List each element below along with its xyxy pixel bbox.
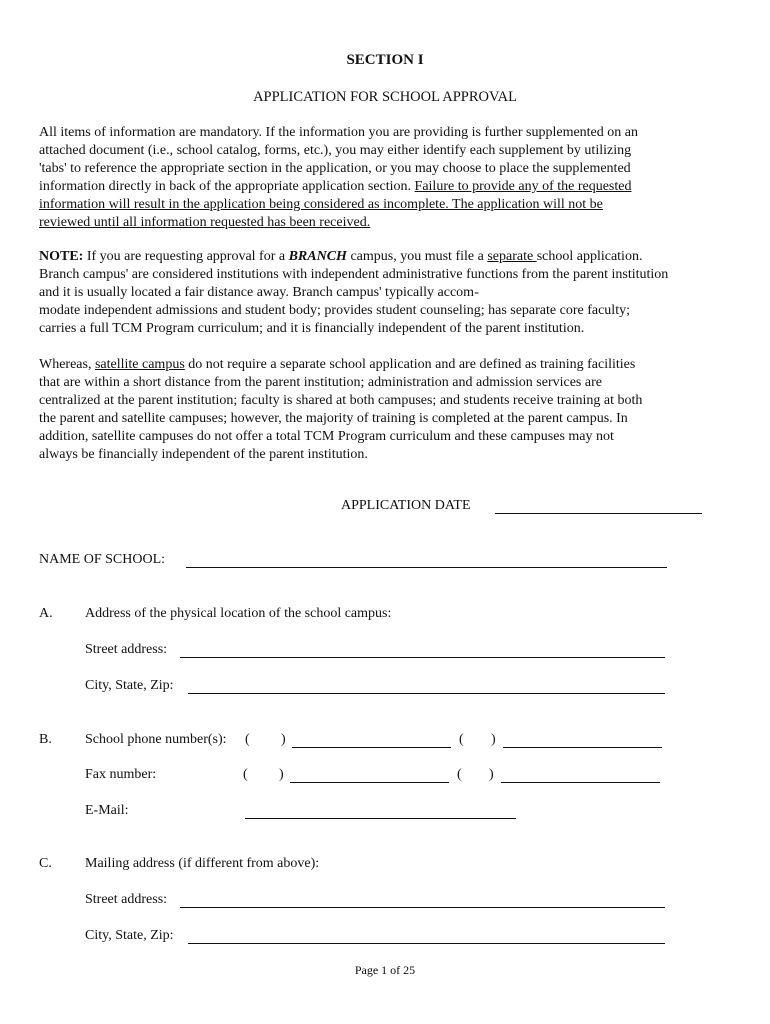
fax-2-area-open: ( xyxy=(457,767,462,782)
phone-1-area-code-field[interactable] xyxy=(252,730,278,750)
fax-2-number-field[interactable] xyxy=(501,765,660,785)
phone-2-number-field[interactable] xyxy=(503,730,662,750)
application-date-field[interactable] xyxy=(495,496,702,516)
satellite-campus-term: satellite campus xyxy=(94,357,185,372)
note-paragraph xyxy=(39,248,739,338)
city-state-zip-label: City, State, Zip: xyxy=(85,678,174,693)
phone-2-area-code-field[interactable] xyxy=(466,730,490,750)
application-title: APPLICATION FOR SCHOOL APPROVAL xyxy=(253,89,517,105)
note-line: Branch campus' are considered institutions with independent administrative functions from the parent institution xyxy=(39,267,669,282)
mailing-street-address-label: Street address: xyxy=(85,892,168,907)
section-c-heading: Mailing address (if different from above): xyxy=(85,856,320,871)
application-date-label: APPLICATION DATE xyxy=(341,498,471,513)
physical-city-state-zip-field[interactable] xyxy=(188,676,665,696)
note-text: campus, you must file a xyxy=(346,249,488,264)
mailing-city-state-zip-label: City, State, Zip: xyxy=(85,928,174,943)
phone-1-number-field[interactable] xyxy=(292,730,451,750)
note-text: If you are requesting approval for a xyxy=(83,249,289,264)
satellite-paragraph xyxy=(39,356,739,464)
mailing-street-address-field[interactable] xyxy=(180,890,665,910)
physical-street-address-field[interactable] xyxy=(180,640,665,660)
name-of-school-label: NAME OF SCHOOL: xyxy=(39,552,166,567)
mailing-city-state-zip-field[interactable] xyxy=(188,926,665,946)
incomplete-warning: information will result in the application being considered as incomplete. The application will not be xyxy=(39,197,603,212)
note-text: school application. xyxy=(536,249,643,264)
incomplete-warning: reviewed until all information requested has been received. xyxy=(39,215,371,230)
intro-line: All items of information are mandatory. If the information you are providing is further supplemented on an xyxy=(39,125,638,140)
note-label: NOTE: xyxy=(39,249,84,264)
fax-1-area-open: ( xyxy=(243,767,248,782)
satellite-line: the parent and satellite campuses; however, the majority of training is completed at the parent campus. In xyxy=(39,411,628,426)
satellite-line xyxy=(39,356,739,374)
section-c-letter: C. xyxy=(39,856,52,871)
fax-label: Fax number: xyxy=(85,767,157,782)
note-line: carries a full TCM Program curriculum; and it is financially independent of the parent institution. xyxy=(39,321,585,336)
fax-1-area-close: ) xyxy=(279,767,284,782)
phone-2-area-open: ( xyxy=(459,732,464,747)
fax-2-area-code-field[interactable] xyxy=(464,765,488,785)
fax-2-area-close: ) xyxy=(489,767,494,782)
phone-1-area-close: ) xyxy=(281,732,286,747)
street-address-label: Street address: xyxy=(85,642,168,657)
satellite-line: centralized at the parent institution; faculty is shared at both campuses; and students receive training at both xyxy=(39,393,643,408)
intro-paragraph xyxy=(39,124,739,232)
section-a-heading: Address of the physical location of the school campus: xyxy=(85,606,392,621)
note-line xyxy=(39,248,739,266)
email-field[interactable] xyxy=(245,801,516,821)
section-b-letter: B. xyxy=(39,732,52,747)
note-line: and it is usually located a fair distance away. Branch campus' typically accom- xyxy=(39,285,479,300)
intro-line: 'tabs' to reference the appropriate section in the application, or you may choose to place the supplemented xyxy=(39,161,631,176)
satellite-text: Whereas, xyxy=(39,357,95,372)
incomplete-warning: Failure to provide any of the requested xyxy=(414,179,632,194)
section-a-letter: A. xyxy=(39,606,53,621)
intro-text: information directly in back of the appropriate application section. xyxy=(39,179,415,194)
email-label: E-Mail: xyxy=(85,803,129,818)
satellite-text: do not require a separate school application and are defined as training facilities xyxy=(184,357,636,372)
intro-line: attached document (i.e., school catalog, forms, etc.), you may either identify each supplement by utilizing xyxy=(39,143,632,158)
phone-label: School phone number(s): xyxy=(85,732,227,747)
fax-1-area-code-field[interactable] xyxy=(250,765,276,785)
phone-2-area-close: ) xyxy=(491,732,496,747)
page-number: Page 1 of 25 xyxy=(354,963,416,977)
intro-line xyxy=(39,178,739,196)
satellite-line: addition, satellite campuses do not offer a total TCM Program curriculum and these campuses may not xyxy=(39,429,614,444)
satellite-line: that are within a short distance from the parent institution; administration and admission services are xyxy=(39,375,602,390)
separate-emphasis: separate xyxy=(487,249,537,264)
fax-1-number-field[interactable] xyxy=(290,765,449,785)
note-line: modate independent admissions and student body; provides student counseling; has separate core faculty; xyxy=(39,303,630,318)
name-of-school-field[interactable] xyxy=(186,550,667,570)
phone-1-area-open: ( xyxy=(245,732,250,747)
satellite-line: always be financially independent of the parent institution. xyxy=(39,447,368,462)
section-heading: SECTION I xyxy=(346,52,424,68)
branch-emphasis: BRANCH xyxy=(288,249,347,264)
